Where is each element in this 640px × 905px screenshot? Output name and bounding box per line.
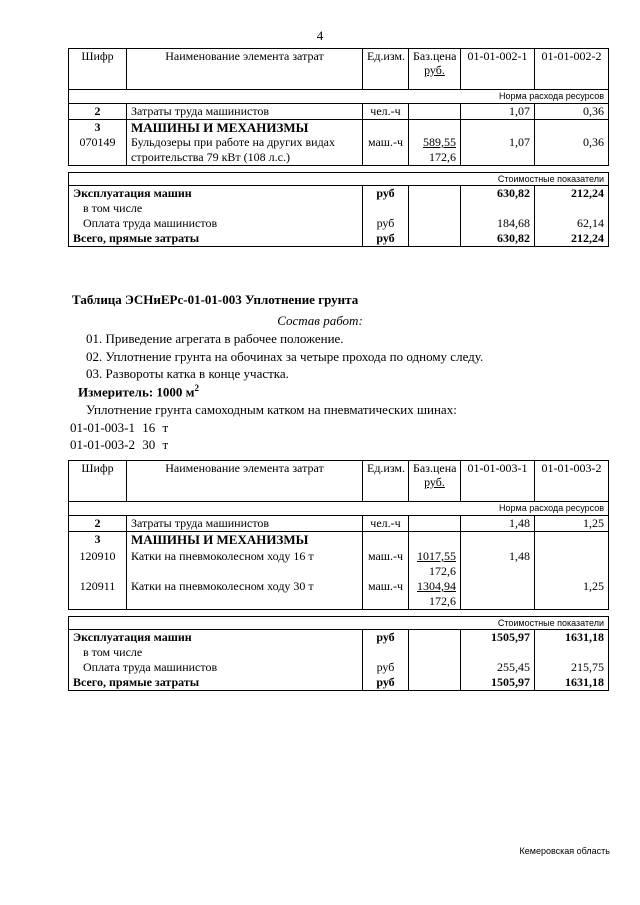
header-unit: Ед.изм.: [363, 461, 409, 502]
exploitation-value-2: 212,24: [535, 186, 609, 202]
section-code: 3: [69, 532, 127, 548]
machine-code: 120911: [69, 579, 127, 610]
exploitation-unit: руб: [363, 630, 409, 646]
machine-code: 070149: [69, 135, 127, 166]
header-price: Баз.цена руб.: [409, 49, 461, 90]
table-row: [69, 231, 609, 247]
row-unit: чел.-ч: [363, 104, 409, 120]
resource-table-1: [68, 48, 609, 247]
header-col2: 01-01-002-2: [535, 49, 609, 90]
exploitation-label: Эксплуатация машин: [69, 186, 363, 202]
region-footer: Кемеровская область: [519, 846, 610, 856]
wages-label: Оплата труда машинистов: [69, 216, 363, 231]
table-row: [69, 547, 609, 579]
cost-label: Стоимостные показатели: [69, 173, 609, 186]
step-3: 03. Развороты катка в конце участка.: [86, 366, 289, 381]
machine-name: Бульдозеры при работе на других видах строительства 79 кВт (108 л.с.): [127, 135, 363, 166]
total-label: Всего, прямые затраты: [69, 231, 363, 247]
section-name: МАШИНЫ И МЕХАНИЗМЫ: [127, 532, 363, 548]
header-code: Шифр: [69, 49, 127, 90]
header-name: Наименование элемента затрат: [127, 461, 363, 502]
table-row: [69, 135, 609, 166]
measure-label: Измеритель: 1000 $м^2$: [78, 383, 200, 400]
header-code: Шифр: [69, 461, 127, 502]
section-title: Таблица ЭСНиЕРс-01-01-003 Уплотнение грунта: [72, 292, 359, 307]
header-col1: 01-01-002-1: [461, 49, 535, 90]
exploitation-value-1: 630,82: [461, 186, 535, 202]
row-code: 2: [69, 516, 127, 532]
cost-label-row: [69, 617, 609, 630]
table-row: [69, 645, 609, 660]
machine-price: 1017,55 172,6: [409, 547, 461, 579]
total-unit: руб: [363, 675, 409, 691]
header-col1: 01-01-003-1: [461, 461, 535, 502]
row-name: Затраты труда машинистов: [127, 516, 363, 532]
machine-value-2: 1,25: [535, 579, 609, 610]
machine-code: 120910: [69, 547, 127, 579]
norm-label-row: [69, 502, 609, 516]
wages-label: Оплата труда машинистов: [69, 660, 363, 675]
wages-unit: руб: [363, 216, 409, 231]
table-row: [69, 201, 609, 216]
row-unit: чел.-ч: [363, 516, 409, 532]
row-code: 2: [69, 104, 127, 120]
total-value-1: 1505,97: [461, 675, 535, 691]
machine-name: Катки на пневмоколесном ходу 30 т: [127, 579, 363, 610]
wages-unit: руб: [363, 660, 409, 675]
total-value-2: 1631,18: [535, 675, 609, 691]
table-row: [69, 630, 609, 646]
machine-value-1: 1,07: [461, 135, 535, 166]
description: Уплотнение грунта самоходным катком на пневматических шинах:: [86, 402, 457, 417]
total-value-1: 630,82: [461, 231, 535, 247]
including-label: в том числе: [69, 645, 363, 660]
table-row: [69, 516, 609, 532]
table-header-row: [69, 461, 609, 502]
machine-unit: маш.-ч: [363, 579, 409, 610]
cost-label-row: [69, 173, 609, 186]
row-value-2: 1,25: [535, 516, 609, 532]
machine-name: Катки на пневмоколесном ходу 16 т: [127, 547, 363, 579]
total-value-2: 212,24: [535, 231, 609, 247]
exploitation-label: Эксплуатация машин: [69, 630, 363, 646]
norm-label-row: [69, 90, 609, 104]
table-row: [69, 186, 609, 202]
exploitation-value-1: 1505,97: [461, 630, 535, 646]
resource-table-2: [68, 460, 609, 691]
row-value-1: 1,07: [461, 104, 535, 120]
wages-value-2: 62,14: [535, 216, 609, 231]
variant-2: 01-01-003-2 30 т: [70, 437, 169, 452]
wages-value-1: 184,68: [461, 216, 535, 231]
page-number: 4: [316, 28, 324, 43]
row-name: Затраты труда машинистов: [127, 104, 363, 120]
machine-price: 1304,94 172,6: [409, 579, 461, 610]
step-1: 01. Приведение агрегата в рабочее положение.: [86, 331, 344, 346]
table-header-row: [69, 49, 609, 90]
machine-value-1: [461, 579, 535, 610]
table-row: [69, 120, 609, 136]
machine-unit: маш.-ч: [363, 547, 409, 579]
header-unit: Ед.изм.: [363, 49, 409, 90]
total-unit: руб: [363, 231, 409, 247]
machine-unit: маш.-ч: [363, 135, 409, 166]
composition-label: Состав работ:: [277, 313, 363, 328]
variant-1: 01-01-003-1 16 т: [70, 420, 169, 435]
table-row: [69, 216, 609, 231]
wages-value-2: 215,75: [535, 660, 609, 675]
header-col2: 01-01-003-2: [535, 461, 609, 502]
cost-label: Стоимостные показатели: [69, 617, 609, 630]
table-row: [69, 579, 609, 610]
header-price: Баз.цена руб.: [409, 461, 461, 502]
wages-value-1: 255,45: [461, 660, 535, 675]
section-code: 3: [69, 120, 127, 136]
total-label: Всего, прямые затраты: [69, 675, 363, 691]
exploitation-value-2: 1631,18: [535, 630, 609, 646]
machine-price: 589,55 172,6: [409, 135, 461, 166]
header-name: Наименование элемента затрат: [127, 49, 363, 90]
norm-label: Норма расхода ресурсов: [69, 502, 609, 516]
machine-value-1: 1,48: [461, 547, 535, 579]
section-name: МАШИНЫ И МЕХАНИЗМЫ: [127, 120, 363, 136]
row-value-1: 1,48: [461, 516, 535, 532]
norm-label: Норма расхода ресурсов: [69, 90, 609, 104]
table-row: [69, 104, 609, 120]
step-2: 02. Уплотнение грунта на обочинах за четыре прохода по одному следу.: [86, 349, 484, 364]
including-label: в том числе: [69, 201, 363, 216]
machine-value-2: 0,36: [535, 135, 609, 166]
machine-value-2: [535, 547, 609, 579]
row-value-2: 0,36: [535, 104, 609, 120]
table-row: [69, 532, 609, 548]
table-row: [69, 675, 609, 691]
table-row: [69, 660, 609, 675]
exploitation-unit: руб: [363, 186, 409, 202]
